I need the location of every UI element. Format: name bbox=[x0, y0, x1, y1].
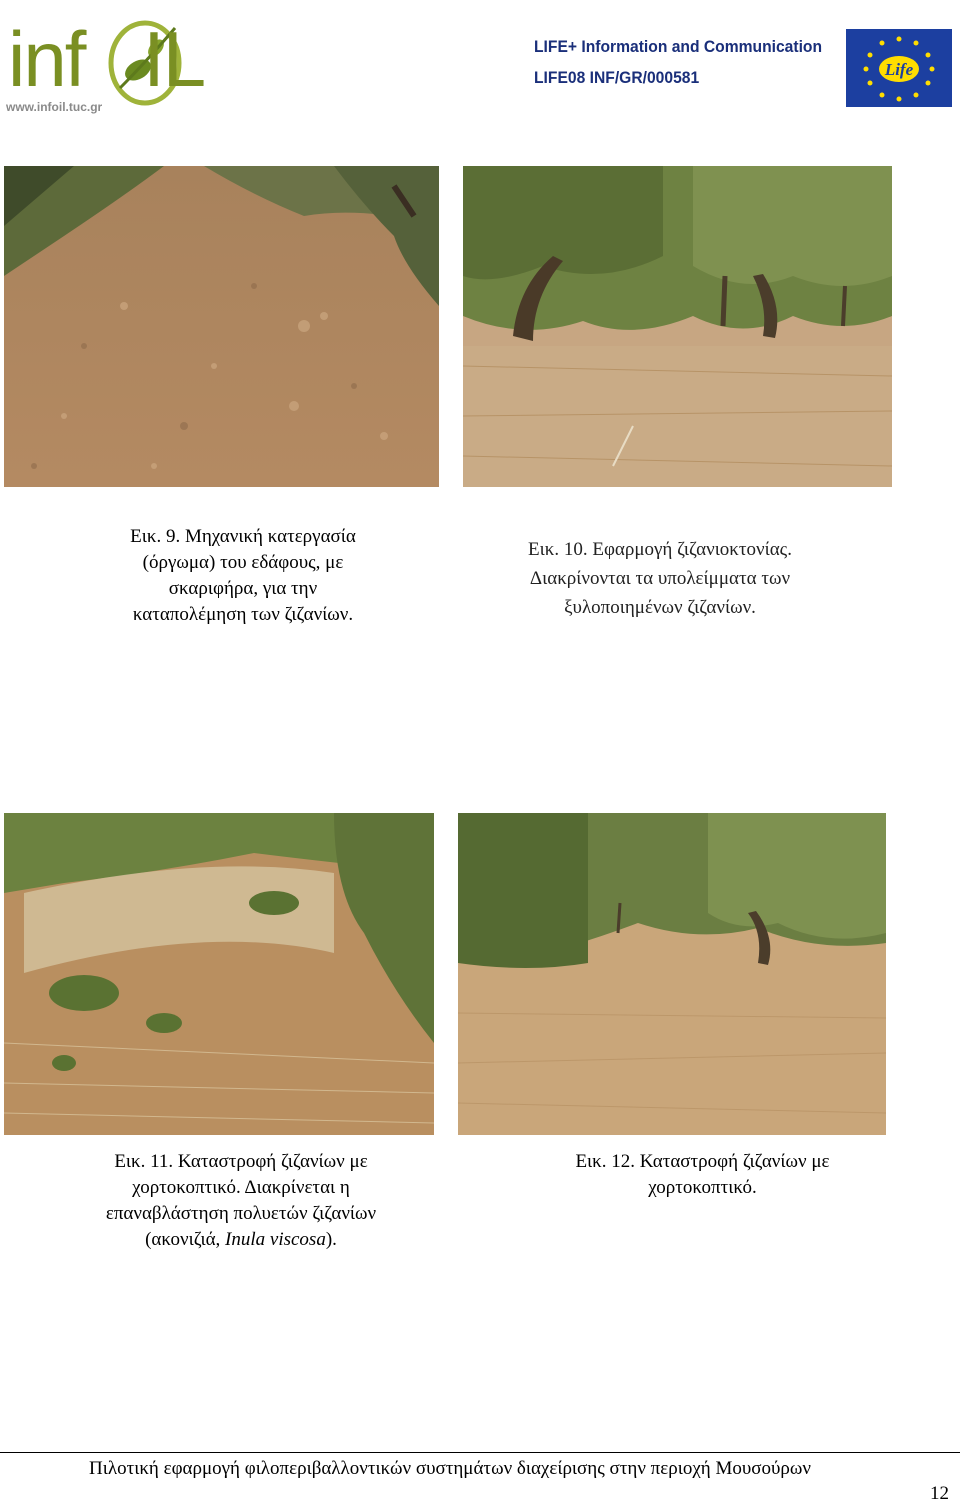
caption-line: ξυλοποιημένων ζιζανίων. bbox=[564, 597, 756, 618]
eu-logo-word: Life bbox=[884, 60, 914, 79]
photo-fig-12 bbox=[458, 813, 886, 1135]
footer-divider bbox=[0, 1452, 960, 1453]
caption-fig-10 bbox=[480, 535, 840, 622]
eu-life-logo bbox=[846, 29, 952, 107]
project-code: LIFE08 INF/GR/000581 bbox=[534, 68, 700, 87]
logo-wordmark: inf IL bbox=[8, 15, 205, 103]
photo-fig-9 bbox=[4, 166, 439, 487]
eu-stars-icon bbox=[846, 29, 952, 107]
caption-line: Διακρίνονται τα υπολείμματα των bbox=[529, 568, 791, 589]
page-number: 12 bbox=[930, 1483, 949, 1504]
species-name: Inula viscosa bbox=[225, 1229, 326, 1250]
photo-fig-10 bbox=[463, 166, 892, 487]
caption-line: Εικ. 11. Καταστροφή ζιζανίων με bbox=[114, 1151, 368, 1172]
caption-line: (ακονιζιά, Inula viscosa). bbox=[145, 1229, 337, 1250]
caption-line: Εικ. 12. Καταστροφή ζιζανίων με bbox=[575, 1151, 830, 1172]
caption-line: καταπολέμηση των ζιζανίων. bbox=[132, 604, 354, 625]
program-line: LIFE+ Information and Communication bbox=[534, 37, 823, 56]
caption-line: (όργωμα) του εδάφους, με bbox=[142, 552, 344, 573]
caption-line: χορτοκοπτικό. bbox=[648, 1177, 757, 1198]
caption-fig-11 bbox=[66, 1149, 416, 1253]
infoil-logo bbox=[0, 0, 300, 130]
caption-fig-12 bbox=[530, 1149, 875, 1201]
footer-text: Πιλοτική εφαρμογή φιλοπεριβαλλοντικών συστημάτων διαχείρισης στην περιοχή Μουσούρων bbox=[89, 1458, 811, 1479]
caption-line: χορτοκοπτικό. Διακρίνεται η bbox=[132, 1177, 350, 1198]
caption-line: σκαριφήρα, για την bbox=[168, 578, 318, 599]
caption-line: επαναβλάστηση πολυετών ζιζανίων bbox=[105, 1203, 377, 1224]
caption-fig-9 bbox=[100, 524, 386, 628]
caption-line: Εικ. 9. Μηχανική κατεργασία bbox=[130, 526, 356, 547]
photo-fig-11 bbox=[4, 813, 434, 1135]
logo-url: www.infoil.tuc.gr bbox=[6, 100, 103, 114]
caption-line: Εικ. 10. Εφαρμογή ζιζανιοκτονίας. bbox=[528, 539, 792, 560]
